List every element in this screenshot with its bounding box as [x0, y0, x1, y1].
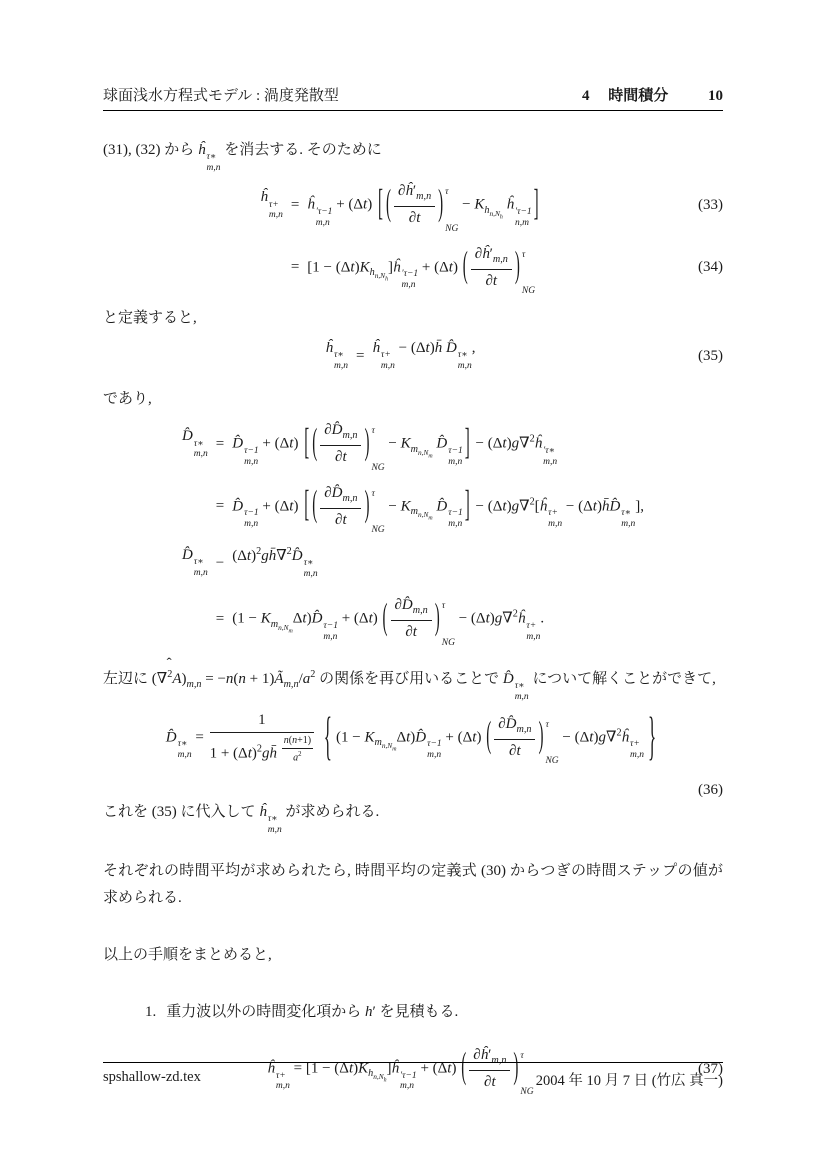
header-page-number: 10	[708, 88, 723, 104]
divergence-row-1	[103, 413, 723, 476]
eq37-content: ĥ τ+ m,n = $[1 - (\Delta t)K_{h_{n,N_h}}]ĥ$ ′τ−1 m,n + (Δt) ( $\frac{\partial ĥ'_{m,n}}{\partial t}$ ) τ NG	[267, 1047, 534, 1098]
paragraph-define: と定義すると,	[103, 310, 197, 327]
paragraph-deari: であり,	[103, 391, 152, 408]
running-header	[103, 84, 723, 111]
paragraph-time-average: それぞれの時間平均が求められたら, 時間平均の定義式 (30) からつぎの時間ステップの値が求められる.	[103, 862, 723, 906]
eq36-content: D̂ τ∗ m,n = 1 $1 + (\Delta t)^2gh̄$ $\frac{n(n+1)}{a^2}$ { $(1 - K_{m_{n,N_m}}\Delta t)D̂$ τ−1 m,n + (Δt) ( $\frac{\partial D̂_{m,n}}{\partial t}$ ) τ NG − (Δt)g∇$^2$ĥ τ+ m,n }	[165, 706, 657, 767]
eq33-rhs: ĥ ′τ−1 m,n + (Δt) [ ( $\frac{\partial ĥ'_{m,n}}{\partial t}$ ) τ NG − $K_{h_{n,N_h}}$ ĥ ′τ−1 n,m ]	[307, 183, 539, 234]
eq34-number: (34)	[698, 259, 723, 276]
eq35-rhs: ĥ τ+ m,n − (Δt)h̄ D̂ τ∗ m,n ,	[372, 340, 476, 372]
drow2-relation: =	[215, 498, 225, 515]
equation-36	[103, 703, 723, 773]
equation-35	[103, 332, 723, 380]
eq33-number: (33)	[698, 196, 723, 213]
paragraph-substitute: これを (35) に代入して ĥ τ∗ m,n が求められる.	[103, 803, 380, 835]
header-section-page	[582, 84, 723, 105]
equation-block-divergence	[103, 413, 723, 651]
header-section-title: 時間積分	[608, 88, 669, 104]
item-1-text: 重力波以外の時間変化項から h′ を見積もる.	[166, 1003, 459, 1020]
equation-block-33-34	[103, 174, 723, 299]
equation-36-table	[103, 703, 723, 773]
paragraph-laplacian-relation: 左辺に ( ˆ $\nabla^2A)_{m,n} = -n(n$ + $1)Ã_{m,n}/a^2$ の関係を再び用いることで D̂ τ∗ m,n について解くことができて,	[103, 656, 716, 702]
eq34-relation: =	[290, 259, 300, 276]
paragraph-intro: (31), (32) から ĥ τ∗ m,n を消去する. そのために	[103, 142, 382, 174]
item-1-marker: 1.	[145, 1003, 157, 1020]
eq33-lhs: ĥ τ+ m,n	[260, 189, 283, 221]
header-title: 球面浅水方程式モデル : 渦度発散型	[103, 88, 339, 104]
drow4-relation: =	[215, 610, 225, 627]
header-section-number: 4	[581, 88, 590, 104]
equation-33	[103, 174, 723, 237]
eq34-rhs: $[1 - (\Delta t)K_{h_{n,N_h}}]ĥ$ ′τ−1 m,n + (Δt) ( $\frac{\partial ĥ'_{m,n}}{\partial t}$ ) τ NG	[307, 245, 536, 297]
drow3-relation: −	[215, 554, 225, 571]
document-page	[103, 0, 723, 1100]
drow1-rhs: D̂ τ−1 m,n + (Δt) [ ( $\frac{\partial D̂_{m,n}}{\partial t}$ ) τ NG − $K_{m_{n,N_m}}$ D̂ τ−1 m,n ] − (Δt)g∇$^2$ĥ ′τ∗ m,n	[232, 422, 558, 473]
drow4-rhs: $(1 - K_{m_{n,N_m}}\Delta t)D̂$ τ−1 m,n + (Δt) ( $\frac{\partial D̂_{m,n}}{\partial t}$ ) τ NG − (Δt)g∇$^2$ĥ τ+ m,n .	[232, 597, 545, 648]
divergence-row-2	[103, 476, 723, 539]
equation-block-35	[103, 332, 723, 380]
enumerate-item-1	[145, 999, 723, 1026]
drow3-lhs: D̂ τ∗ m,n	[181, 547, 208, 579]
eq37-number: (37)	[698, 1060, 723, 1077]
drow3-rhs: $(\Delta t)^2gh̄\nabla^2D̂$ τ∗ m,n	[232, 546, 318, 580]
eq33-relation: =	[290, 196, 300, 213]
divergence-row-3	[103, 538, 723, 588]
footer-filename: spshallow-zd.tex	[103, 1069, 201, 1085]
equation-block-36	[103, 703, 723, 799]
drow1-lhs: D̂ τ∗ m,n	[181, 428, 208, 460]
eq36-number: (36)	[698, 781, 723, 798]
page-footer	[103, 1062, 723, 1090]
equation-34	[103, 237, 723, 300]
eq35-relation: =	[355, 347, 365, 364]
divergence-row-4	[103, 588, 723, 651]
paragraph-summary-lead: 以上の手順をまとめると,	[103, 946, 272, 963]
eq35-number: (35)	[698, 347, 723, 364]
footer-date-author: 2004 年 10 月 7 日 (竹広 真一)	[535, 1073, 723, 1089]
drow2-rhs: D̂ τ−1 m,n + (Δt) [ ( $\frac{\partial D̂_{m,n}}{\partial t}$ ) τ NG − $K_{m_{n,N_m}}$ D̂ τ−1 m,n ] − (Δt)g∇$^2$[ĥ τ+ m,n − (Δt)h̄D̂ τ∗ m,n ],	[232, 484, 645, 536]
eq35-lhs: ĥ τ∗ m,n	[325, 340, 348, 372]
drow1-relation: =	[215, 435, 225, 452]
